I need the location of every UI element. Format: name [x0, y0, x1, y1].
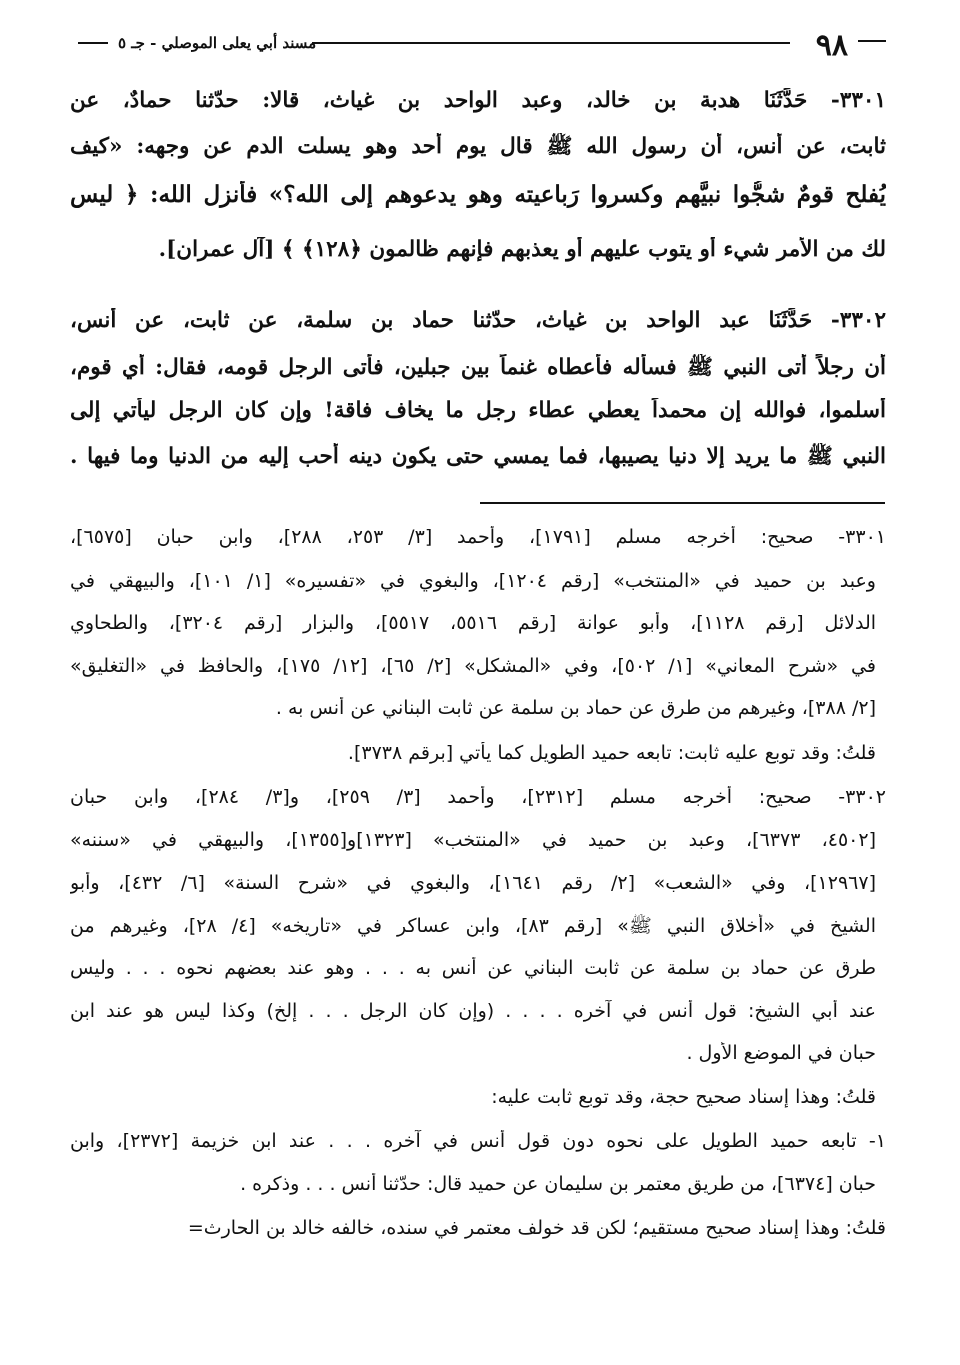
footnote-line: ٣٣٠١- صحيح: أخرجه مسلم [١٧٩١]، وأحمد [٣/ ٢٥٣، ٢٨٨]، وابن حبان [٦٥٧٥]،: [70, 526, 886, 548]
book-title: مسند أبي يعلى الموصلي - جـ ٥: [118, 34, 317, 52]
hadith-line: النبي ﷺ ما يريد إلا دنيا يصيبها، فما يمسي حتى يكون دينه أحب إليه من الدنيا وما فيها .: [70, 444, 886, 469]
footnote-note: قلتُ: وهذا إسناد صحيح حجة، وقد توبع ثابت عليه:: [491, 1086, 876, 1108]
footnote-line: عند أبي الشيخ: قول أنس في آخره . . . . (وإن كان الرجل . . . إلخ) وكذا ليس هو عند ابن: [70, 1000, 876, 1022]
hadith-line: يُفلح قومٌ شجُّوا نبيَّهم وكسروا رَباعيته وهو يدعوهم إلى الله؟» فأنزل الله: ﴿ ليس: [70, 181, 886, 208]
hadith-line: ثابت، عن أنس، أن رسول الله ﷺ قال يوم أحد وهو يسلت الدم عن وجهه: «كيف: [70, 134, 886, 159]
hadith-line: أسلموا، فوالله إن محمداً يعطي عطاء رجل ما يخاف فاقة! وإن كان الرجل ليأتي إلى: [70, 398, 886, 423]
page-number: ٩٨: [815, 28, 848, 63]
footnote-line: [٤٥٠٢، ٦٣٧٣]، وعبد بن حميد في «المنتخب» [١٣٢٣]و[١٣٥٥]، والبيهقي في «سننه»: [70, 829, 876, 851]
header-rule: [312, 42, 790, 44]
hadith-line: ٣٣٠٢- حَدَّثَنَا عبد الواحد بن غياث، حدّثنا حماد بن سلمة، عن ثابت، عن أنس،: [70, 308, 886, 333]
footnote-line: وعبد بن حميد في «المنتخب» [رقم ١٢٠٤]، والبغوي في «تفسيره» [١/ ١٠١]، والبيهقي في: [70, 570, 876, 592]
footnote-line: ٣٣٠٢- صحيح: أخرجه مسلم [٢٣١٢]، وأحمد [٣/ ٢٥٩]، و[٣/ ٢٨٤]، وابن حبان: [70, 786, 886, 808]
footnote-line: في «شرح المعاني» [١/ ٥٠٢]، وفي «المشكل» [٢/ ٦٥]، [١٢/ ١٧٥]، والحافظ في «التغليق»: [70, 655, 876, 677]
footnote-note: قلتُ: وقد توبع عليه ثابت: تابعه حميد الطويل كما يأتي [برقم ٣٧٣٨].: [347, 742, 876, 764]
hadith-line: أن رجلاً أتى النبي ﷺ فسأله فأعطاه غنماً بين جبلين، فأتى الرجل قومه، فقال: أي قوم،: [70, 355, 886, 380]
header-dash-right: [858, 40, 886, 42]
footnote-line: الشيخ في «أخلاق النبي ﷺ» [رقم ٨٣]، وابن عساكر في «تاريخه» [٤/ ٢٨]، وغيرهم من: [70, 915, 876, 937]
footnote-line: طرق عن حماد بن سلمة عن ثابت البناني عن أنس به . . . وهو عند بعضهم نحوه . . . وليس: [70, 957, 876, 979]
hadith-line: لك من الأمر شيء أو يتوب عليهم أو يعذبهم فإنهم ظالمون ﴿١٢٨﴾ ﴾ [آل عمران].: [158, 237, 886, 262]
footnote-line: ١- تابعه حميد الطويل على نحوه دون قول أنس في آخره . . . عند ابن خزيمة [٢٣٧٢]، وابن: [70, 1130, 886, 1152]
footnote-line: الدلائل [رقم ١١٢٨]، وأبو عوانة [رقم ٥٥١٦، ٥٥١٧]، والبزار [رقم ٣٢٠٤]، والطحاوي: [70, 612, 876, 634]
footnote-line: [٢/ ٣٨٨]، وغيرهم من طرق عن حماد بن سلمة عن ثابت البناني عن أنس به .: [275, 697, 876, 719]
footnote-line: حبان [٦٣٧٤]، من طريق معتمر بن سليمان عن حميد قال: حدّثنا أنس . . . وذكره .: [240, 1173, 876, 1195]
hadith-line: ٣٣٠١- حَدَّثَنَا هدبة بن خالد، وعبد الواحد بن غياث، قالا: حدّثنا حمادٌ، عن: [70, 88, 886, 113]
page-header: [78, 30, 886, 64]
footnote-line: حبان في الموضع الأول .: [686, 1042, 876, 1064]
header-dash-left: [78, 42, 108, 44]
footnote-line: [١٢٩٦٧]، وفي «الشعب» [٢/ رقم ١٦٤١]، والبغوي في «شرح السنة» [٦/ ٤٣٢]، وأبو: [70, 872, 876, 894]
footnote-divider: [480, 502, 885, 504]
footnote-note: قلتُ: وهذا إسناد صحيح مستقيم؛ لكن قد خولف معتمر في سنده، خالفه خالد بن الحارث=: [187, 1217, 886, 1239]
